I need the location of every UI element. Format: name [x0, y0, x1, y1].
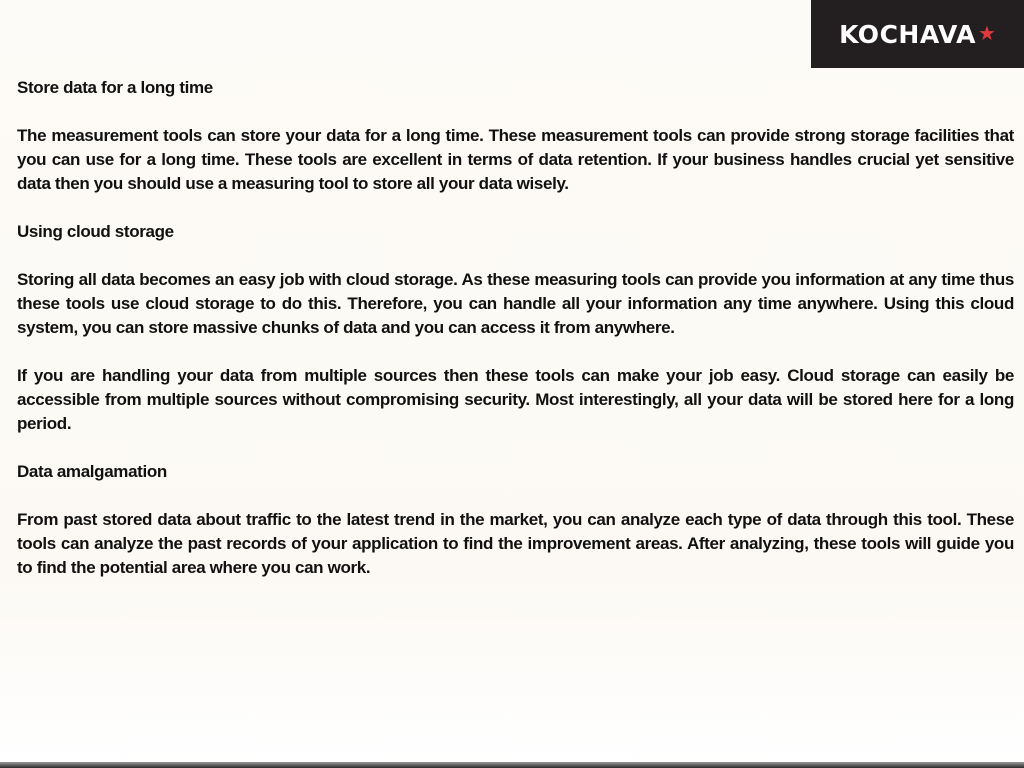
section-heading-cloud: Using cloud storage: [17, 222, 174, 241]
bottom-divider: [0, 762, 1024, 768]
kochava-logo: [811, 0, 1024, 68]
logo-wordmark: KOCHAVA: [839, 19, 976, 49]
paragraph-amalgamation: From past stored data about traffic to the latest trend in the market, you can analyze each type of data through this tool. These tools can analyze the past records of your application to find the improvement areas. After analyzing, these tools will guide you to find the potential area where you can work.: [17, 510, 1014, 577]
article-body: [17, 76, 1014, 604]
paragraph-storage: The measurement tools can store your data for a long time. These measurement tools can provide strong storage facilities that you can use for a long time. These tools are excellent in terms of data retention. If your business handles crucial yet sensitive data then you should use a measuring tool to store all your data wisely.: [17, 126, 1014, 193]
section-heading-storage: Store data for a long time: [17, 78, 213, 97]
star-icon: ★: [978, 21, 996, 45]
paragraph-cloud-1: Storing all data becomes an easy job with cloud storage. As these measuring tools can provide you information at any time thus these tools use cloud storage to do this. Therefore, you can handle all your information any time anywhere. Using this cloud system, you can store massive chunks of data and you can access it from anywhere.: [17, 270, 1014, 337]
section-heading-amalgamation: Data amalgamation: [17, 462, 167, 481]
paragraph-cloud-2: If you are handling your data from multiple sources then these tools can make your job easy. Cloud storage can easily be accessible from multiple sources without compromising security. Most interestingly, all your data will be stored here for a long period.: [17, 366, 1014, 433]
